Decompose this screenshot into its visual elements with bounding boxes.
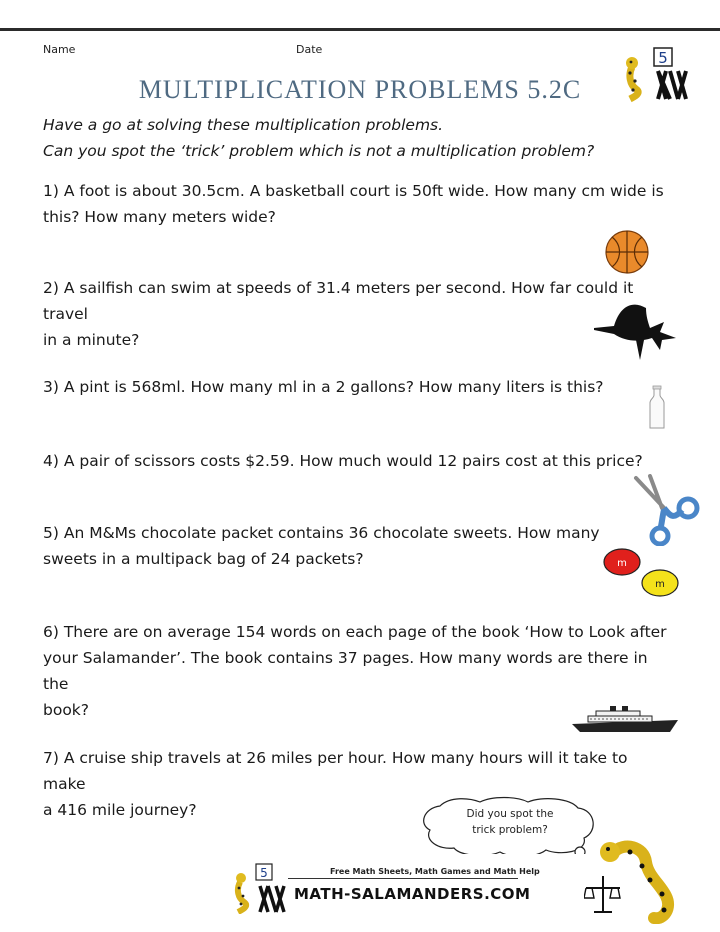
question-2-line-2: in a minute?	[43, 331, 140, 349]
question-2-line-1: 2) A sailfish can swim at speeds of 31.4 meters per second. How far could it travel	[43, 279, 634, 323]
footer-salamander-logo-icon	[232, 862, 294, 914]
candy-letter-yellow: m	[655, 579, 665, 590]
footer-rule	[288, 878, 518, 879]
question-4	[43, 448, 673, 474]
grade-badge: 5	[658, 49, 668, 67]
question-1	[43, 178, 673, 230]
question-5	[43, 520, 673, 572]
question-3-line-1: 3) A pint is 568ml. How many ml in a 2 gallons? How many liters is this?	[43, 378, 604, 396]
date-label: Date	[296, 43, 323, 56]
question-7-line-2: a 416 mile journey?	[43, 801, 197, 819]
question-4-line-1: 4) A pair of scissors costs $2.59. How much would 12 pairs cost at this price?	[43, 452, 643, 470]
top-rule	[0, 28, 720, 31]
question-1-line-2: this? How many meters wide?	[43, 208, 276, 226]
sailfish-icon	[592, 298, 678, 366]
page-title: MULTIPLICATION PROBLEMS 5.2C	[138, 75, 582, 104]
footer-brand: MATH-SALAMANDERS.COM	[294, 885, 531, 903]
question-1-line-1: 1) A foot is about 30.5cm. A basketball court is 50ft wide. How many cm wide is	[43, 182, 664, 200]
candy-icon	[602, 546, 682, 600]
thought-bubble-line-1: Did you spot the	[466, 808, 554, 820]
question-5-line-2: sweets in a multipack bag of 24 packets?	[43, 550, 364, 568]
question-6-line-1: 6) There are on average 154 words on each page of the book ‘How to Look after	[43, 623, 667, 641]
question-5-line-1: 5) An M&Ms chocolate packet contains 36 chocolate sweets. How many	[43, 524, 600, 542]
candy-letter-red: m	[617, 558, 627, 569]
question-3	[43, 374, 673, 400]
basketball-icon	[604, 229, 650, 275]
salamander-scales-icon	[584, 832, 680, 924]
intro-line-1: Have a go at solving these multiplication problems.	[43, 116, 444, 134]
cruise-ship-icon	[570, 704, 682, 736]
question-2	[43, 275, 673, 353]
intro-line-2: Can you spot the ‘trick’ problem which is not a multiplication problem?	[43, 142, 595, 160]
thought-bubble-line-2: trick problem?	[472, 824, 548, 836]
thought-bubble-text	[440, 806, 580, 838]
question-7-line-1: 7) A cruise ship travels at 26 miles per hour. How many hours will it take to make	[43, 749, 628, 793]
footer-tagline: Free Math Sheets, Math Games and Math Help	[330, 867, 540, 876]
question-6-line-3: book?	[43, 701, 90, 719]
bottle-icon	[647, 385, 667, 431]
question-6-line-2: your Salamander’. The book contains 37 pages. How many words are there in the	[43, 649, 648, 693]
footer-grade-badge: 5	[260, 866, 268, 880]
name-label: Name	[43, 43, 76, 56]
